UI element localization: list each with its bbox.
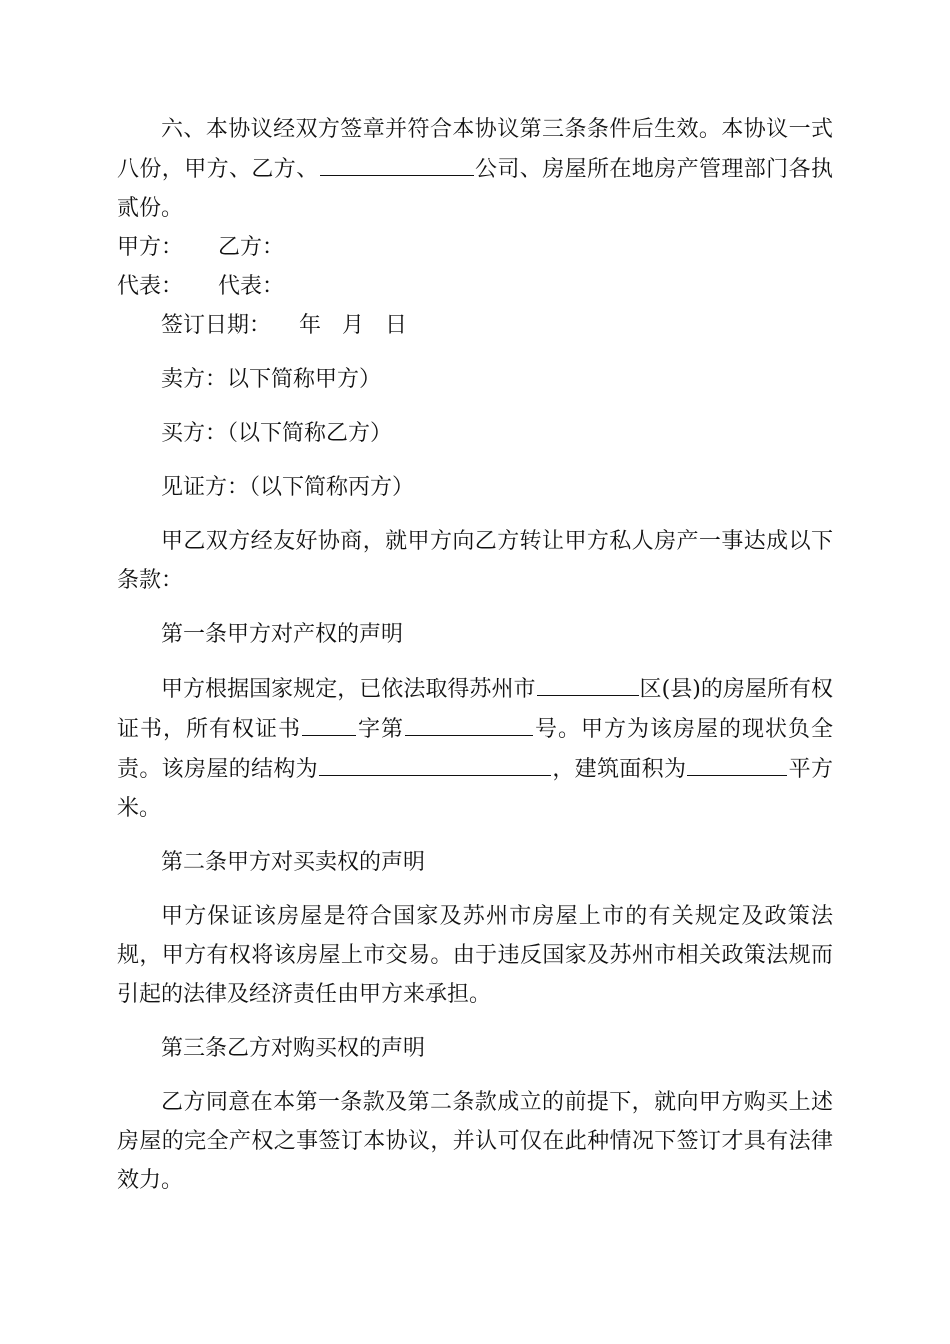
clause-6-part2: 公司、房屋所在地房产管理部门各执贰份。 xyxy=(117,157,833,221)
article-1-text-6: 平方米。 xyxy=(117,757,833,821)
article-1-title: 第一条甲方对产权的声明 xyxy=(161,622,404,647)
sign-date-row xyxy=(117,306,833,345)
rep-b-label: 代表： xyxy=(217,274,284,299)
clause-6 xyxy=(117,110,833,228)
article-2-body: 甲方保证该房屋是符合国家及苏州市房屋上市的有关规定及政策法规，甲方有权将该房屋上市交易。由于违反国家及苏州市相关政策法规而引起的法律及经济责任由甲方来承担。 xyxy=(117,904,833,1007)
buyer-line: 买方：（以下简称乙方） xyxy=(161,421,393,446)
article-1-body xyxy=(117,669,833,828)
intro-paragraph: 甲乙双方经友好协商，就甲方向乙方转让甲方私人房产一事达成以下条款： xyxy=(117,529,833,593)
day-label: 日 xyxy=(385,313,408,338)
article-1-text-5: ，建筑面积为 xyxy=(551,757,687,782)
district-blank xyxy=(537,669,639,696)
certificate-prefix-blank xyxy=(302,709,356,736)
article-1-text-1: 甲方根据国家规定，已依法取得苏州市 xyxy=(161,677,536,702)
date-label: 签订日期： xyxy=(161,313,272,338)
article-1-text-3: 字第 xyxy=(357,717,404,742)
party-b-label: 乙方： xyxy=(217,235,284,260)
party-a-label: 甲方： xyxy=(117,235,184,260)
witness-line: 见证方：（以下简称丙方） xyxy=(161,475,415,500)
structure-blank xyxy=(319,749,551,776)
article-3-body: 乙方同意在本第一条款及第二条款成立的前提下，就向甲方购买上述房屋的完全产权之事签订本协议，并认可仅在此种情况下签订才具有法律效力。 xyxy=(117,1090,833,1193)
contract-body xyxy=(117,110,833,1200)
company-blank xyxy=(320,149,474,176)
clause-6-part1: 六、本协议经双方签章并符合本协议第三条条件后生效。本协议一式八份，甲方、乙方、 xyxy=(117,117,833,182)
rep-a-label: 代表： xyxy=(117,274,184,299)
party-signature-row xyxy=(117,228,833,267)
article-1-text-2: 区(县)的房屋所有权证书，所有权证书 xyxy=(117,677,833,742)
year-label: 年 xyxy=(299,313,322,338)
article-3-title: 第三条乙方对购买权的声明 xyxy=(161,1036,426,1061)
representative-row xyxy=(117,267,833,306)
certificate-number-blank xyxy=(405,709,533,736)
article-2-title: 第二条甲方对买卖权的声明 xyxy=(161,850,426,875)
area-blank xyxy=(687,749,787,776)
month-label: 月 xyxy=(342,313,365,338)
seller-line: 卖方：以下简称甲方） xyxy=(161,367,382,392)
article-1-text-4: 号。甲方为该房屋的现状负全责。该房屋的结构为 xyxy=(117,717,833,782)
